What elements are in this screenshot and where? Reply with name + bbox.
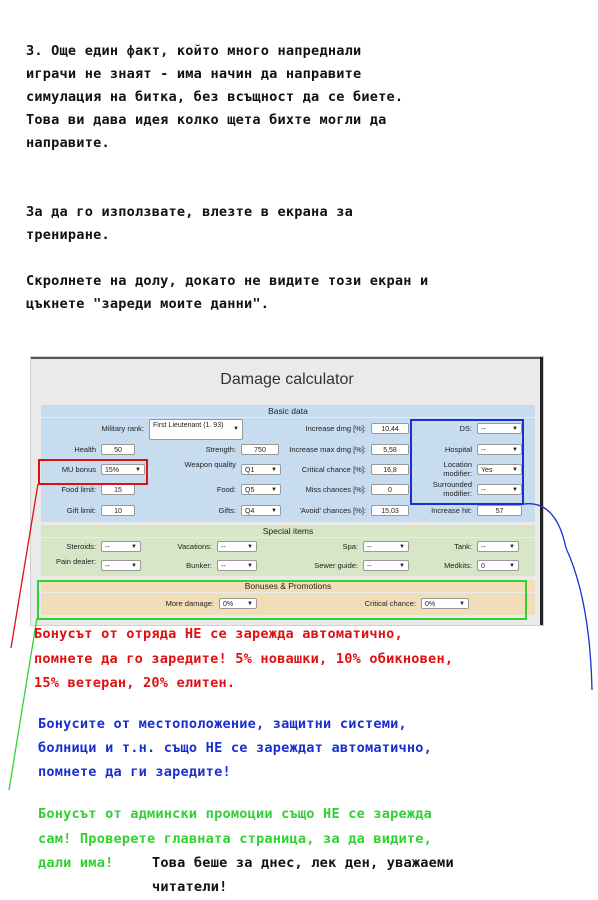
green-pointer-line [9, 618, 37, 790]
special-items-header: Special items [41, 525, 535, 537]
gift-limit-input[interactable]: 10 [101, 505, 135, 516]
increase-hit-input[interactable]: 57 [477, 505, 522, 516]
admin-promotions-note: Бонусът от админски промоции също НЕ се зарежда сам! Проверете главната страница, за да видите, дали има! [38, 806, 433, 871]
more-damage-label: More damage: [165, 599, 214, 608]
health-input[interactable]: 50 [101, 444, 135, 455]
intro-paragraph-3: Скролнете на долу, докато не видите този екран и цъкнете "зареди моите данни". [26, 273, 429, 312]
critical-chance-label: Critical chance [%]: [301, 465, 366, 474]
increase-dmg-input[interactable]: 10,44 [371, 423, 409, 434]
food-limit-input[interactable]: 15 [101, 484, 135, 495]
gifts-select[interactable]: Q4 ▼ [241, 505, 281, 516]
gifts-label: Gifts: [218, 506, 236, 515]
location-modifier-label: Location modifier: [443, 460, 472, 478]
pain-dealer-label: Pain dealer: [55, 557, 96, 566]
sewer-guide-select[interactable]: -- ▼ [363, 560, 409, 571]
miss-chances-label: Miss chances [%]: [305, 485, 366, 494]
hospital-label: Hospital [444, 445, 472, 454]
medkits-select[interactable]: 0 ▼ [477, 560, 519, 571]
avoid-chances-input[interactable]: 15,03 [371, 505, 409, 516]
increase-dmg-label: Increase dmg [%]: [305, 424, 366, 433]
tank-select[interactable]: -- ▼ [477, 541, 519, 552]
hospital-select[interactable]: -- ▼ [477, 444, 522, 455]
spa-select[interactable]: -- ▼ [363, 541, 409, 552]
strength-input[interactable]: 750 [241, 444, 279, 455]
mu-bonus-select[interactable]: 15% ▼ [101, 464, 145, 475]
health-label: Health [74, 445, 96, 454]
blue-pointer-line [524, 504, 592, 690]
bunker-label: Bunker: [186, 561, 212, 570]
calculator-title: Damage calculator [220, 371, 354, 388]
medkits-label: Medkits: [444, 561, 472, 570]
increase-max-dmg-label: Increase max dmg [%]: [289, 445, 366, 454]
ds-select[interactable]: -- ▼ [477, 423, 522, 434]
increase-max-dmg-input[interactable]: 5,58 [371, 444, 409, 455]
strength-label: Strength: [205, 445, 236, 454]
food-limit-label: Food limit: [61, 485, 96, 494]
mu-bonus-label: MU bonus [61, 465, 96, 474]
avoid-chances-label: 'Avoid' chances [%]: [299, 506, 366, 515]
location-modifier-select[interactable]: Yes ▼ [477, 464, 522, 475]
spa-label: Spa: [342, 542, 358, 551]
tank-label: Tank: [454, 542, 472, 551]
weapon-quality-label: Weapon quality [184, 460, 236, 469]
closing-note: Това беше за днес, лек ден, уважаеми читатели! [152, 855, 454, 895]
gift-limit-label: Gift limit: [66, 506, 96, 515]
critical-chance-bonus-label: Critical chance: [364, 599, 416, 608]
military-rank-select[interactable]: First Lieutenant (1. 93) ▼ [149, 419, 243, 440]
food-select[interactable]: Q5 ▼ [241, 484, 281, 495]
sewer-guide-label: Sewer guide: [314, 561, 358, 570]
critical-chance-bonus-select[interactable]: 0% ▼ [421, 598, 469, 609]
more-damage-select[interactable]: 0% ▼ [219, 598, 257, 609]
critical-chance-input[interactable]: 16,8 [371, 464, 409, 475]
military-rank-label: Military rank: [101, 424, 144, 433]
weapon-quality-select[interactable]: Q1 ▼ [241, 464, 281, 475]
basic-data-header: Basic data [41, 405, 535, 417]
steroids-label: Steroids: [66, 542, 96, 551]
steroids-select[interactable]: -- ▼ [101, 541, 141, 552]
pain-dealer-select[interactable]: -- ▼ [101, 560, 141, 571]
miss-chances-input[interactable]: 0 [371, 484, 409, 495]
food-label: Food: [216, 485, 236, 494]
surrounded-modifier-select[interactable]: -- ▼ [477, 484, 522, 495]
surrounded-modifier-label: Surrounded modifier: [432, 480, 472, 498]
intro-paragraph-2: За да го използвате, влезте в екрана за трениране. [26, 204, 353, 243]
squad-bonus-note: Бонусът от отряда НЕ се зарежда автоматично, помнете да го заредите! 5% новашки, 10% обикновен, 15% ветеран, 20% елитен. [34, 626, 454, 691]
vacations-label: Vacations: [177, 542, 212, 551]
vacations-select[interactable]: -- ▼ [217, 541, 257, 552]
ds-label: DS: [459, 424, 472, 433]
bunker-select[interactable]: -- ▼ [217, 560, 257, 571]
increase-hit-label: Increase hit: [431, 506, 472, 515]
intro-paragraph-1: 3. Още един факт, който много напреднали играчи не знаят - има начин да направите симулация на битка, без всъщност да се биете. Това ви дава идея колко щета бихте могли да направите. [26, 43, 404, 151]
location-bonus-note: Бонусите от местоположение, защитни системи, болници и т.н. също НЕ се зареждат автоматично, помнете да ги заредите! [38, 716, 433, 780]
bonuses-promotions-header: Bonuses & Promotions [41, 580, 535, 592]
